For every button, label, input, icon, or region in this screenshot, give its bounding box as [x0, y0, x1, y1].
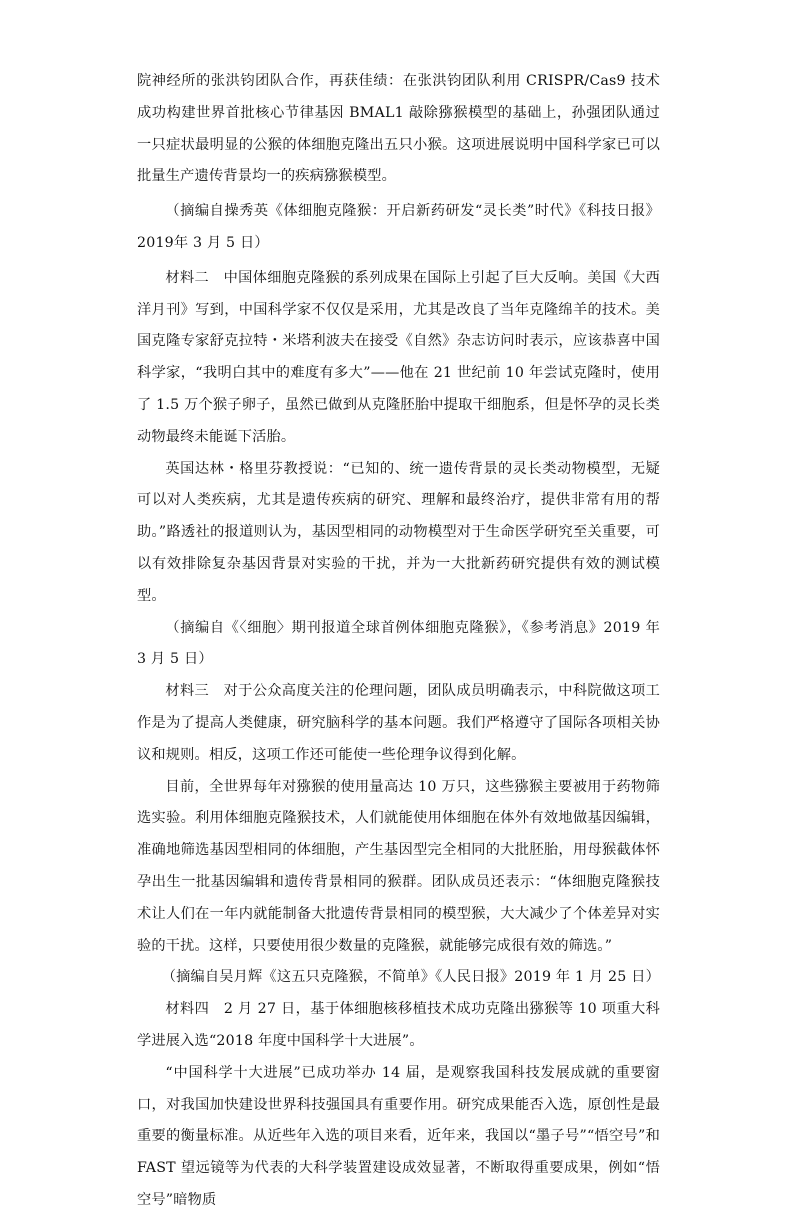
paragraph-continuation: 院神经所的张洪钧团队合作，再获佳绩：在张洪钧团队利用 CRISPR/Cas9 技术成功构建世界首批核心节律基因 BMAL1 敲除猕猴模型的基础上，孙强团队通过一只症状最明显的公猴的体细胞克隆出五只小猴。这项进展说明中国科学家已可以批量生产遗传背景均一的疾病猕猴模型。: [137, 73, 660, 185]
material-four-paragraph: 材料四 2 月 27 日，基于体细胞核移植技术成功克隆出猕猴等 10 项重大科学进展入选“2018 年度中国科学十大进展”。: [137, 1001, 660, 1049]
top-ten-progress-paragraph: “中国科学十大进展”已成功举办 14 届，是观察我国科技发展成就的重要窗口，对我国加快建设世界科技强国具有重要作用。研究成果能否入选，原创性是最重要的衡量标准。从近些年入选的项目来看，近年来，我国以“墨子号”“悟空号”和 FAST 望远镜等为代表的大科学装置建设成效显著，不断取得重要成果，例如“悟空号”暗物质: [137, 1064, 660, 1208]
citation-cankaoxiaoxi: （摘编自《〈细胞〉期刊报道全球首例体细胞克隆猴》，《参考消息》2019 年 3 月 5 日）: [137, 619, 660, 668]
material-two-paragraph: 材料二 中国体细胞克隆猴的系列成果在国际上引起了巨大反响。美国《大西洋月刊》写到，中国科学家不仅仅是采用，尤其是改良了当年克隆绵羊的技术。美国克隆专家舒克拉特・米塔利波夫在接受《自然》杂志访问时表示，应该恭喜中国科学家，“我明白其中的难度有多大”——他在 21 世纪前 10 年尝试克隆时，使用了 1.5 万个猴子卵子，虽然已做到从克隆胚胎中提取干细胞系，但是怀孕的灵长类动物最终未能诞下活胎。: [137, 269, 660, 445]
material-three-paragraph: 材料三 对于公众高度关注的伦理问题，团队成员明确表示，中科院做这项工作是为了提高人类健康，研究脑科学的基本问题。我们严格遵守了国际各项相关协议和规则。相反，这项工作还可能使一些伦理争议得到化解。: [137, 683, 660, 763]
citation-renminribao: （摘编自吴月辉《这五只克隆猴，不简单》《人民日报》2019 年 1 月 25 日）: [161, 969, 660, 986]
monkey-usage-paragraph: 目前，全世界每年对猕猴的使用量高达 10 万只，这些猕猴主要被用于药物筛选实验。利用体细胞克隆猴技术，人们就能使用体细胞在体外有效地做基因编辑，准确地筛选基因型相同的体细胞，产生基因型完全相同的大批胚胎，用母猴截体怀孕出生一批基因编辑和遗传背景相同的猴群。团队成员还表示：“体细胞克隆猴技术让人们在一年内就能制备大批遗传背景相同的模型猴，大大减少了个体差异对实验的干扰。这样，只要使用很少数量的克隆猴，就能够完成很有效的筛选。”: [137, 778, 660, 954]
citation-kejiribao: （摘编自操秀英《体细胞克隆猴：开启新药研发“灵长类”时代》《科技日报》2019年 3 月 5 日）: [137, 203, 660, 251]
griffin-quote-paragraph: 英国达林・格里芬教授说：“已知的、统一遗传背景的灵长类动物模型，无疑可以对人类疾病，尤其是遗传疾病的研究、理解和最终治疗，提供非常有用的帮助。”路透社的报道则认为，基因型相同的动物模型对于生命医学研究至关重要，可以有效排除复杂基因背景对实验的干扰，并为一大批新药研究提供有效的测试模型。: [137, 460, 660, 604]
article-body: [137, 66, 660, 1217]
